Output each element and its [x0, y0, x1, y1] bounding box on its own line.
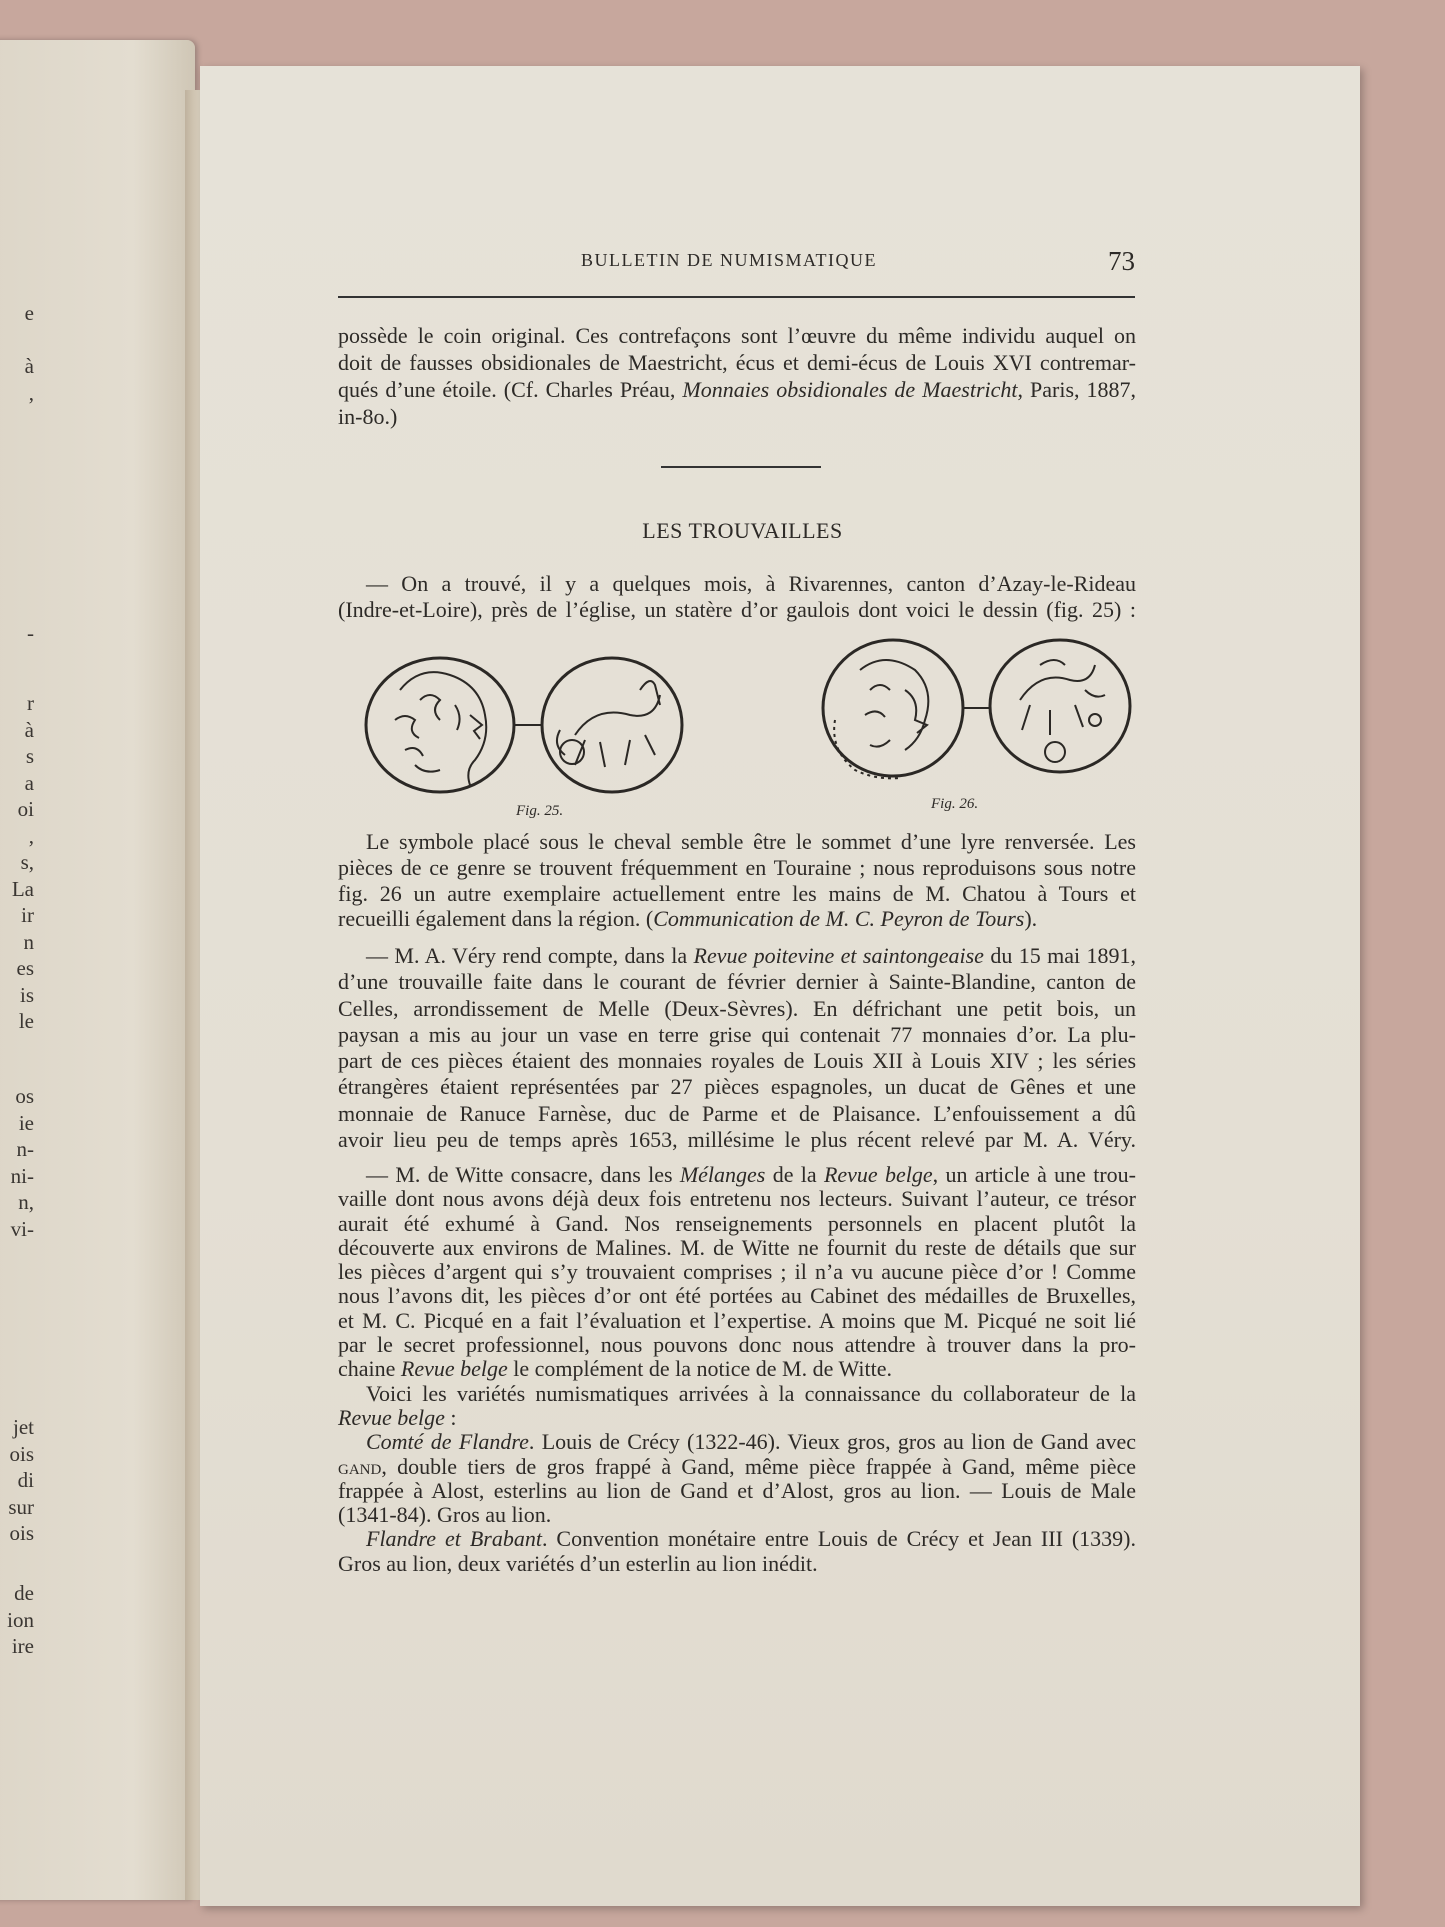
margin-fragment: r — [27, 691, 34, 715]
text-line — [338, 855, 1136, 881]
italic-title: Comté de Flandre — [366, 1429, 529, 1455]
text-run: d’une trouvaille faite dans le courant de février dernier à Sainte-Blandine, canton de — [338, 969, 1136, 995]
text-line — [338, 1406, 1136, 1430]
margin-fragment-group — [0, 1580, 34, 1660]
margin-fragment: ion — [7, 1607, 34, 1632]
witte-paragraph — [338, 1163, 1136, 1576]
text-line — [338, 1527, 1136, 1551]
text-run: : — [444, 1404, 457, 1430]
text-run: , Paris, 1887, — [1017, 377, 1137, 402]
text-run: du 15 mai 1891, — [983, 943, 1136, 968]
text-line — [338, 1479, 1136, 1503]
fig26-reverse-coin — [990, 640, 1130, 772]
text-run: paysan a mis au jour un vase en terre grise qui contenait 77 monnaies d’or. La plu- — [338, 1021, 1136, 1047]
text-line — [338, 996, 1136, 1022]
text-line — [338, 1260, 1136, 1284]
text-run: le complément de la notice de M. de Witte. — [507, 1356, 892, 1382]
fig25-reverse-coin — [542, 658, 682, 792]
italic-title: Mélanges — [679, 1162, 766, 1187]
text-run: , double tiers de gros frappé à Gand, même pièce frappée à Gand, même pièce — [381, 1453, 1136, 1479]
italic-title: Revue poitevine et saintongeaise — [693, 943, 984, 968]
text-run: par le secret professionnel, nous pouvons donc nous attendre à trouver dans la pro- — [338, 1332, 1136, 1358]
text-run: doit de fausses obsidionales de Maestricht, écus et demi-écus de Louis XVI contremar- — [338, 350, 1136, 375]
text-line — [338, 1074, 1136, 1100]
text-line — [338, 1163, 1136, 1187]
margin-fragment: os — [15, 1084, 34, 1108]
margin-fragment: ois — [9, 1441, 34, 1466]
text-run: de la — [765, 1162, 824, 1187]
text-run: (1341-84). Gros au lion. — [338, 1502, 552, 1528]
fig25-obverse-coin — [366, 658, 514, 792]
margin-fragment: , — [28, 823, 34, 848]
margin-fragment: à — [24, 354, 34, 378]
coin-illustrations — [0, 0, 1445, 900]
text-line — [338, 1333, 1136, 1357]
text-run: avoir lieu peu de temps après 1653, millésime le plus récent relevé par M. A. Véry. — [338, 1127, 1136, 1153]
margin-fragment: ni- — [10, 1163, 34, 1188]
text-line — [338, 969, 1136, 995]
text-run: pièces de ce genre se trouvent fréquemment en Touraine ; nous reproduisons sous notre — [338, 854, 1136, 880]
text-line — [338, 1236, 1136, 1260]
small-caps-text: gand — [338, 1453, 382, 1479]
text-run: Celles, arrondissement de Melle (Deux-Sèvres). En défrichant une petit bois, un — [338, 995, 1136, 1021]
italic-title: Revue belge — [338, 1404, 445, 1430]
margin-fragment-group — [0, 1414, 34, 1547]
margin-fragment: La — [11, 876, 34, 901]
running-header: BULLETIN DE NUMISMATIQUE — [581, 250, 877, 270]
text-run: in-8o.) — [338, 404, 398, 429]
text-run: et M. C. Picqué en a fait l’évaluation et l’expertise. A moins que M. Picqué ne soit lié — [338, 1307, 1136, 1333]
margin-fragment: ir — [21, 903, 34, 927]
text-run: Voici les variétés numismatiques arrivées à la connaissance du collaborateur de la — [366, 1380, 1136, 1406]
page-number: 73 — [1108, 246, 1135, 276]
text-line — [338, 1430, 1136, 1454]
text-line — [338, 1127, 1136, 1153]
text-line — [338, 1382, 1136, 1406]
text-run: Gros au lion, deux variétés d’un esterlin au lion inédit. — [338, 1550, 818, 1576]
margin-fragment: à — [24, 717, 34, 742]
margin-fragment-group — [0, 1083, 34, 1242]
text-run: vaille dont nous avons déjà deux fois entretenu nos lecteurs. Suivant l’auteur, ce trésor — [338, 1186, 1136, 1212]
text-run: qués d’une étoile. (Cf. Charles Préau, — [338, 377, 683, 402]
text-run: (Indre-et-Loire), près de l’église, un statère d’or gaulois dont voici le dessin (fig. 25) : — [338, 597, 1136, 622]
margin-fragment: is — [19, 982, 34, 1007]
text-line — [338, 1503, 1136, 1527]
margin-fragment: n- — [16, 1137, 34, 1161]
very-paragraph — [338, 943, 1136, 1153]
figure-caption-26: Fig. 26. — [931, 796, 979, 812]
text-line — [338, 1552, 1136, 1576]
margin-fragment: n, — [18, 1190, 34, 1214]
margin-fragment: e — [24, 301, 34, 325]
text-line — [338, 1212, 1136, 1236]
text-line — [338, 1022, 1136, 1048]
symbol-paragraph — [338, 829, 1136, 932]
italic-title: Revue belge — [823, 1162, 933, 1187]
margin-fragment: es — [16, 956, 34, 980]
margin-fragment: vi- — [10, 1216, 34, 1241]
italic-title: Communication de M. C. Peyron de Tours — [653, 906, 1025, 932]
margin-fragment: jet — [13, 1415, 34, 1439]
italic-title: Revue belge — [400, 1356, 508, 1382]
text-run: part de ces pièces étaient des monnaies royales de Louis XII à Louis XIV ; les séries — [338, 1048, 1136, 1074]
text-run: frappée à Alost, esterlins au lion de Gand et d’Alost, gros au lion. — Louis de Male — [338, 1477, 1136, 1503]
text-line — [338, 881, 1136, 907]
italic-title: Flandre et Brabant — [366, 1526, 542, 1552]
margin-fragment: s, — [20, 850, 34, 874]
text-line — [338, 1455, 1136, 1479]
text-run: nous l’avons dit, les pièces d’or ont été portées au Cabinet des médailles de Bruxelles, — [338, 1283, 1136, 1309]
text-run: , un article à une trou- — [932, 1162, 1136, 1187]
text-line — [338, 906, 1136, 932]
section-title-text: LES TROUVAILLES — [642, 518, 843, 543]
text-run: . Louis de Crécy (1322-46). Vieux gros, gros au lion de Gand avec — [528, 1429, 1137, 1455]
text-line — [338, 1187, 1136, 1211]
text-run: ). — [1024, 906, 1038, 932]
margin-fragment: ire — [11, 1634, 34, 1658]
text-run: possède le coin original. Ces contrefaçons sont l’œuvre du même individu auquel on — [338, 323, 1136, 348]
text-line — [338, 829, 1136, 855]
margin-fragment: de — [14, 1581, 34, 1605]
text-run: étrangères étaient représentées par 27 pièces espagnoles, un ducat de Gênes et une — [338, 1074, 1136, 1100]
text-run: . Convention monétaire entre Louis de Crécy et Jean III (1339). — [541, 1526, 1136, 1552]
text-line — [338, 1101, 1136, 1127]
margin-fragment: ie — [18, 1110, 34, 1135]
text-run: fig. 26 un autre exemplaire actuellement entre les mains de M. Chatou à Tours et — [338, 880, 1136, 906]
margin-fragment: n — [23, 929, 34, 954]
margin-fragment: , — [28, 380, 34, 405]
text-line — [338, 1357, 1136, 1381]
text-line — [338, 1309, 1136, 1333]
margin-fragment: le — [18, 1009, 34, 1033]
text-run: recueilli également dans la région. ( — [338, 906, 654, 932]
text-run: Le symbole placé sous le cheval semble être le sommet d’une lyre renversée. Les — [366, 829, 1136, 854]
text-line — [338, 943, 1136, 969]
margin-fragment: a — [24, 770, 34, 795]
margin-fragment: sur — [8, 1494, 34, 1519]
text-run: monnaie de Ranuce Farnèse, duc de Parme et de Plaisance. L’enfouissement a dû — [338, 1100, 1136, 1126]
margin-fragment: oi — [17, 797, 34, 821]
text-run: chaine — [338, 1356, 401, 1382]
text-run: — M. A. Véry rend compte, dans la — [366, 943, 694, 968]
margin-fragment: - — [27, 621, 34, 645]
text-line — [338, 1048, 1136, 1074]
margin-fragment: di — [17, 1468, 34, 1492]
text-run: — On a trouvé, il y a quelques mois, à Rivarennes, canton d’Azay-le-Rideau — [366, 571, 1136, 596]
figure-caption-25: Fig. 25. — [516, 803, 564, 819]
text-run: les pièces d’argent qui s’y trouvaient comprises ; il n’a vu aucune pièce d’or ! Comme — [338, 1259, 1136, 1285]
margin-fragment: ois — [9, 1521, 34, 1545]
margin-fragment: s — [25, 744, 34, 768]
text-line — [338, 1284, 1136, 1308]
text-run: aurait été exhumé à Gand. Nos renseignements personnels en placent plutôt la — [338, 1210, 1136, 1236]
text-run: découverte aux environs de Malines. M. de Witte ne fournit du reste de détails que sur — [338, 1234, 1136, 1260]
text-run: — M. de Witte consacre, dans les — [366, 1162, 680, 1187]
fig26-obverse-coin — [823, 640, 963, 778]
italic-title: Monnaies obsidionales de Maestricht — [682, 377, 1018, 402]
